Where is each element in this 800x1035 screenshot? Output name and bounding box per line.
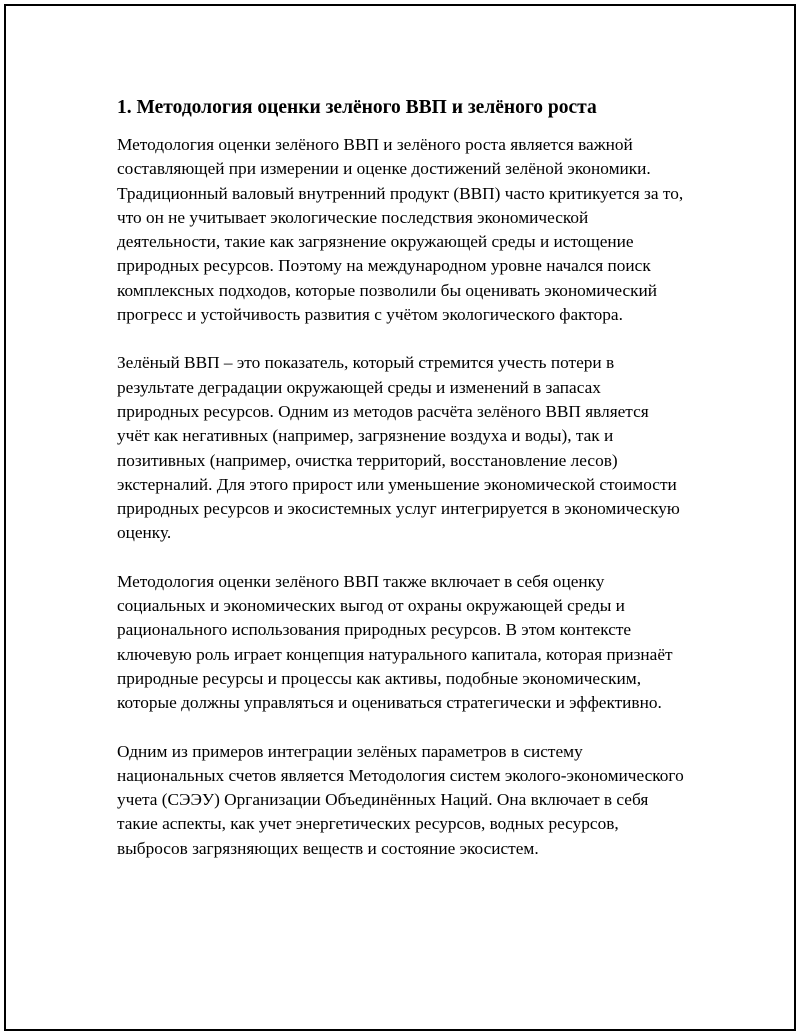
paragraph-3: Методология оценки зелёного ВВП также включает в себя оценку социальных и экономических выгод от охраны окружающей среды и рационального использования природных ресурсов. В этом контексте ключевую роль играет концепция натурального капитала, которая признаёт природные ресурсы и процессы как активы, подобные экономическим, которые должны управляться и оцениваться стратегически и эффективно. bbox=[117, 571, 673, 713]
paragraph-1: Методология оценки зелёного ВВП и зелёного роста является важной составляющей при измерении и оценке достижений зелёной экономики. Традиционный валовый внутренний продукт (ВВП) часто критикуется за то, что он не учитывает экологические последствия экономической деятельности, такие как загрязнение окружающей среды и истощение природных ресурсов. Поэтому на международном уровне начался поиск комплексных подходов, которые позволили бы оценивать экономический прогресс и устойчивость развития с учётом экологического фактора. bbox=[117, 135, 684, 325]
document-body bbox=[117, 96, 685, 885]
paragraph-2: Зелёный ВВП – это показатель, который стремится учесть потери в результате деградации окружающей среды и изменений в запасах природных ресурсов. Одним из методов расчёта зелёного ВВП является учёт как негативных (например, загрязнение воздуха и воды), так и позитивных (например, очистка территорий, восстановление лесов) экстерналий. Для этого прирост или уменьшение экономической стоимости природных ресурсов и экосистемных услуг интегрируется в экономическую оценку. bbox=[117, 353, 680, 543]
paragraph-4: Одним из примеров интеграции зелёных параметров в систему национальных счетов является Методология систем эколого-экономического учета (СЭЭУ) Организации Объединённых Наций. Она включает в себя такие аспекты, как учет энергетических ресурсов, водных ресурсов, выбросов загрязняющих веществ и состояние экосистем. bbox=[117, 741, 684, 858]
section-heading: 1. Методология оценки зелёного ВВП и зелёного роста bbox=[117, 97, 597, 118]
